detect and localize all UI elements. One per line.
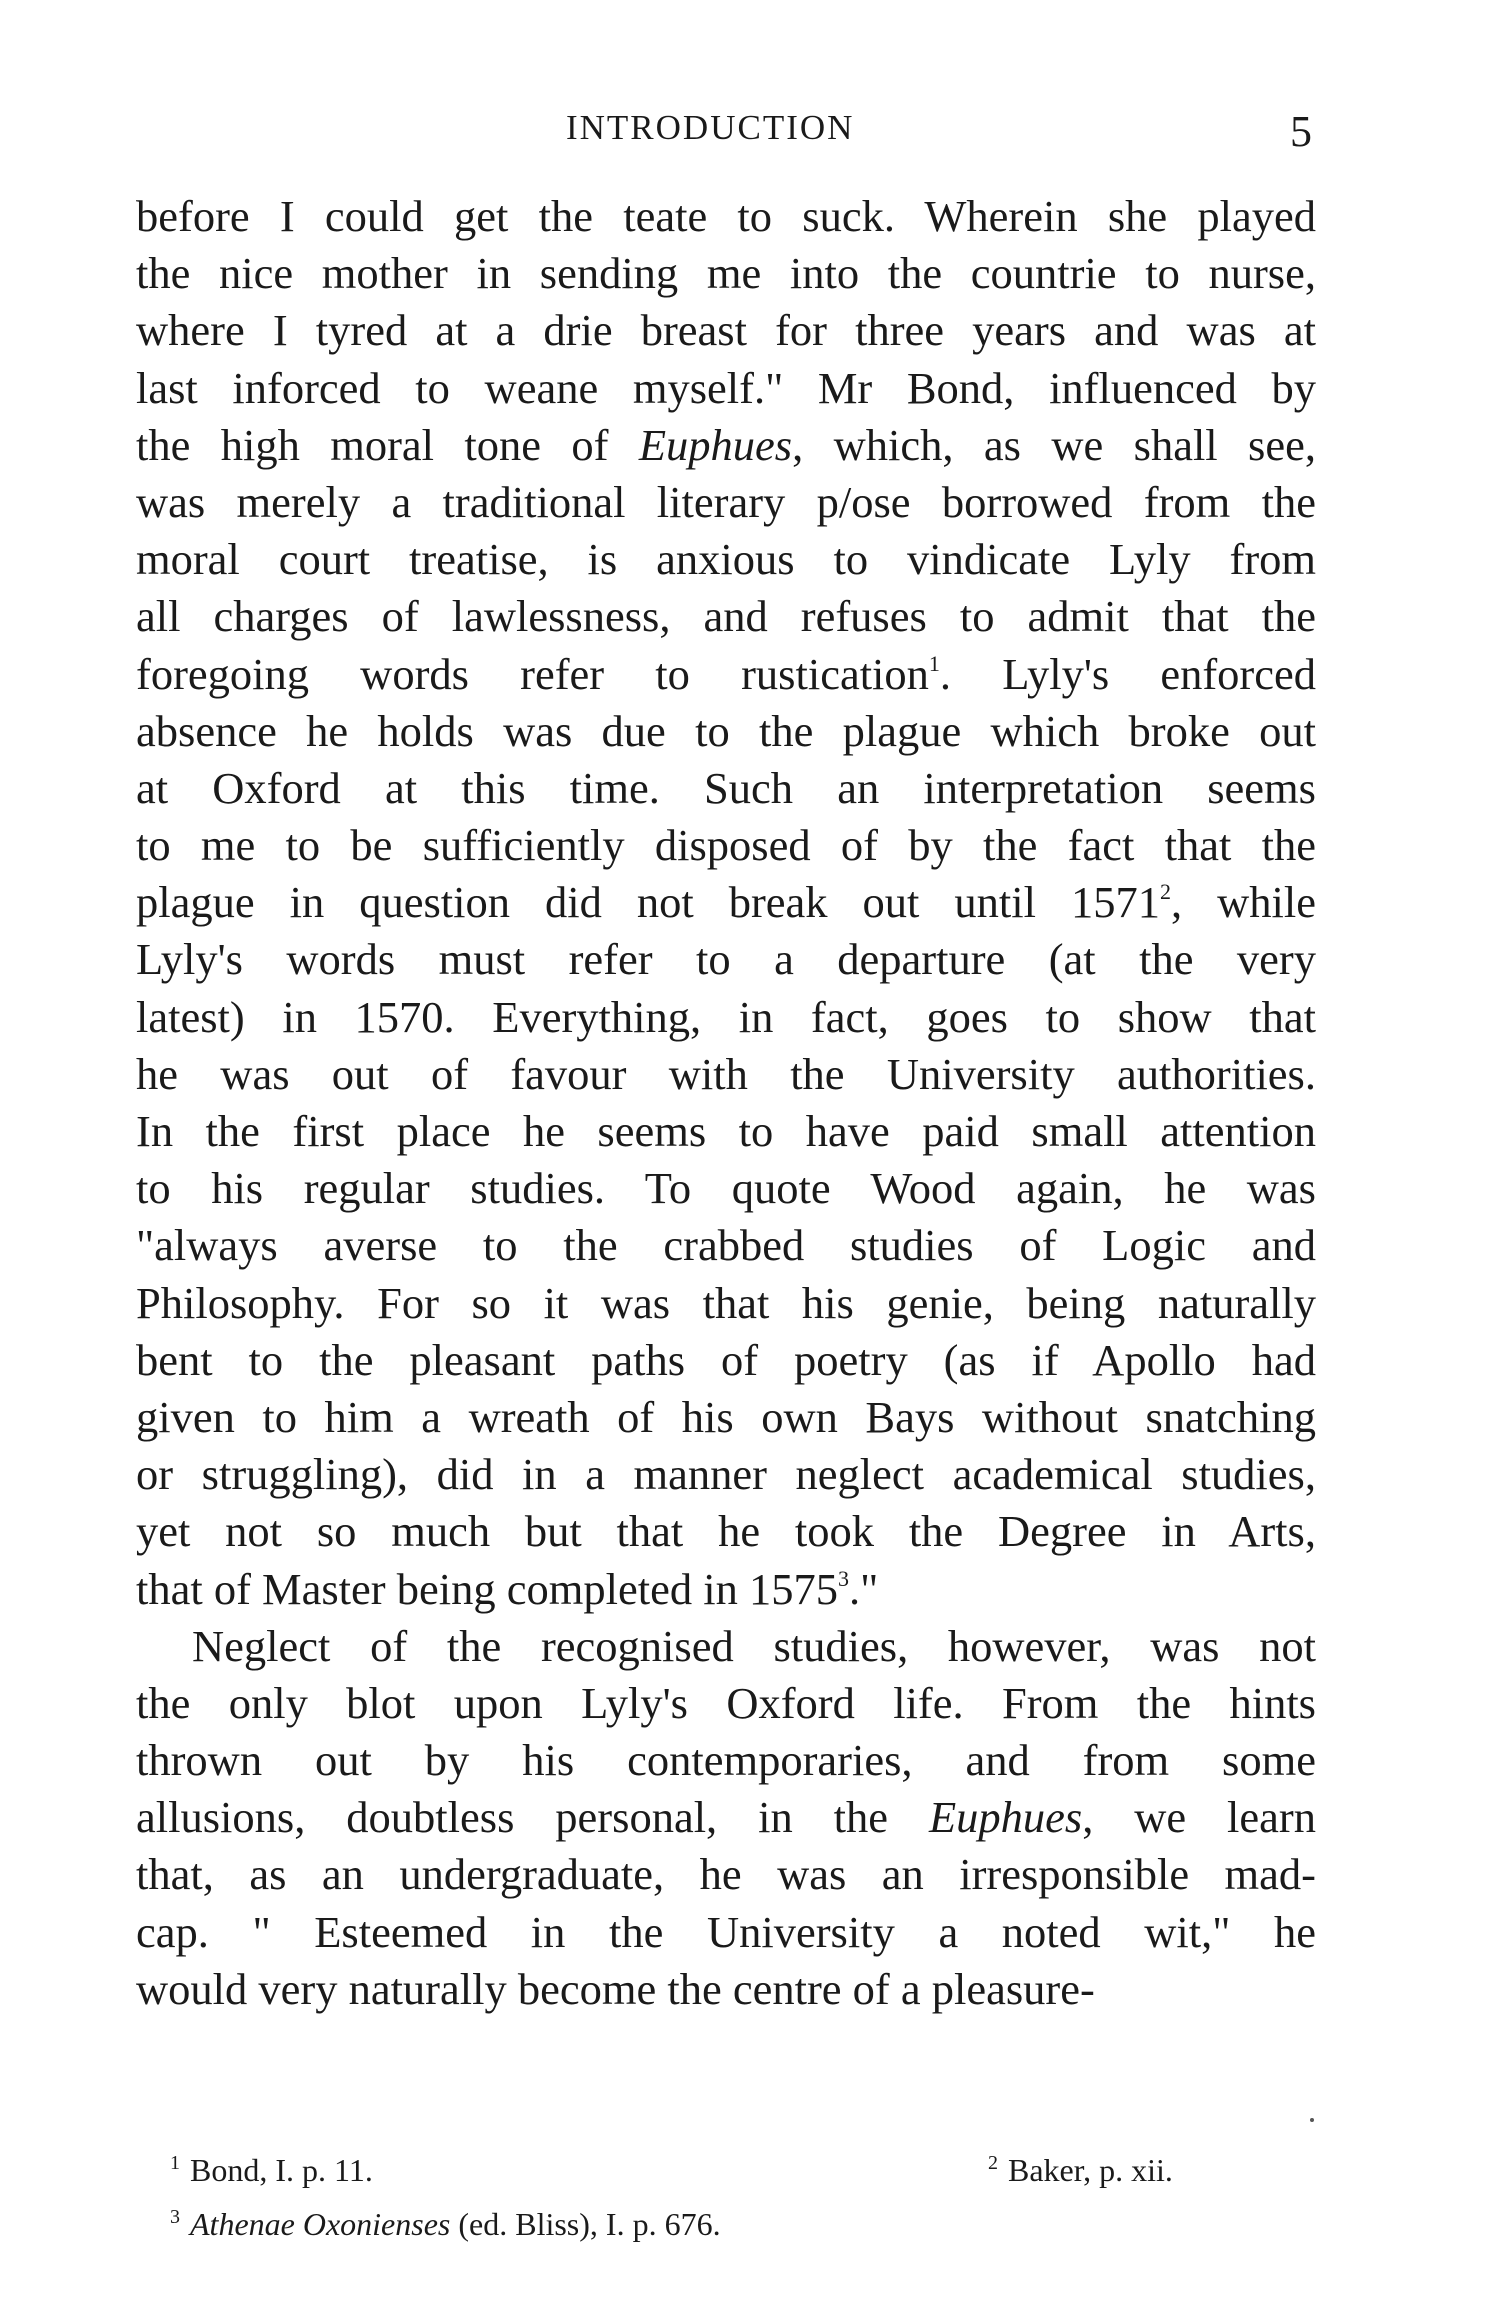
text-run: Lyly's words must refer to a departure (at the very [136,934,1316,985]
text-line [136,188,1316,245]
footnote-1 [170,2152,373,2188]
text-line [136,1160,1316,1217]
footnote-row-2 [170,2190,1270,2244]
body-text [136,188,1316,2018]
text-line [136,1961,1316,2018]
text-line [136,1904,1316,1961]
text-run: that, as an undergraduate, he was an irresponsible mad- [136,1849,1316,1900]
text-run: before I could get the teate to suck. Wherein she played [136,191,1316,241]
footnote-3-title: Athenae Oxonienses [190,2206,451,2242]
stray-mark [1310,2118,1314,2122]
text-run: foregoing words refer to rustication [136,648,929,699]
footnote-2 [988,2136,1173,2197]
footnote-3-mark: 3 [170,2206,180,2228]
italic-title: Euphues [928,1792,1083,1843]
text-run: or struggling), did in a manner neglect academical studies, [136,1449,1316,1500]
text-line [136,646,1316,703]
text-line [136,1389,1316,1446]
text-line [136,302,1316,359]
text-run: would very naturally become the centre of a pleasure- [136,1963,1095,2014]
text-run: Philosophy. For so it was that his genie, being naturally [136,1277,1316,1328]
text-line [136,417,1316,474]
text-run: where I tyred at a drie breast for three years and was at [136,305,1316,356]
text-line [136,245,1316,302]
footnote-reference: 3 [837,1565,849,1591]
text-run: cap. " Esteemed in the University a noted wit," he [136,1906,1316,1957]
text-run: given to him a wreath of his own Bays without snatching [136,1391,1316,1442]
text-line [136,1332,1316,1389]
footnotes [170,2136,1270,2244]
running-head-title: INTRODUCTION [566,108,855,147]
text-run: yet not so much but that he took the Degree in Arts, [136,1506,1316,1557]
text-line [136,1846,1316,1903]
footnote-reference: 1 [928,650,940,676]
text-run: allusions, doubtless personal, in the [136,1792,929,1843]
footnote-reference: 2 [1160,879,1171,905]
text-line [136,989,1316,1046]
text-run: Neglect of the recognised studies, however, was not [192,1620,1316,1671]
footnote-row-1 [170,2136,1270,2190]
text-run: "always averse to the crabbed studies of Logic and [136,1220,1316,1271]
text-run: last inforced to weane myself." Mr Bond, influenced by [136,362,1316,413]
text-line [136,1675,1316,1732]
text-line [136,817,1316,874]
text-line [136,1103,1316,1160]
text-run: thrown out by his contemporaries, and from some [136,1735,1316,1786]
footnote-2-text: Baker, p. xii. [1008,2152,1173,2188]
text-line [136,1217,1316,1274]
text-run: bent to the pleasant paths of poetry (as if Apollo had [136,1334,1316,1385]
text-run: all charges of lawlessness, and refuses to admit that the [136,591,1316,642]
page-number: 5 [1290,107,1312,156]
text-run: the only blot upon Lyly's Oxford life. From the hints [136,1677,1316,1728]
text-line [136,703,1316,760]
footnote-1-text: Bond, I. p. 11. [190,2152,373,2188]
footnote-3-text: (ed. Bliss), I. p. 676. [450,2206,721,2242]
text-run: plague in question did not break out until 1571 [136,877,1160,928]
text-line [136,931,1316,988]
text-run: that of Master being completed in 1575 [136,1563,838,1614]
footnote-2-mark: 2 [988,2152,998,2174]
running-head [0,108,1505,158]
text-run: moral court treatise, is anxious to vindicate Lyly from [136,534,1316,585]
text-run: to me to be sufficiently disposed of by the fact that the [136,820,1316,871]
text-run: he was out of favour with the University authorities. [136,1048,1316,1099]
footnote-1-mark: 1 [170,2152,180,2174]
text-run: absence he holds was due to the plague which broke out [136,705,1316,756]
text-line [136,1446,1316,1503]
text-line [136,474,1316,531]
text-run: , while [1171,877,1316,928]
text-line [136,1275,1316,1332]
text-line [136,1789,1316,1846]
text-line [136,1732,1316,1789]
footnote-3 [170,2206,721,2242]
text-run: . Lyly's enforced [939,648,1316,699]
text-run: latest) in 1570. Everything, in fact, goes to show that [136,991,1316,1042]
text-run: , which, as we shall see, [792,419,1316,470]
text-line [136,874,1316,931]
text-run: the nice mother in sending me into the countrie to nurse, [136,248,1316,299]
text-run: In the first place he seems to have paid small attention [136,1106,1316,1156]
text-run: to his regular studies. To quote Wood again, he was [136,1163,1316,1214]
text-run: ." [848,1563,879,1614]
text-line [136,760,1316,817]
text-line [136,588,1316,645]
text-line [136,1618,1316,1675]
text-line [136,1503,1316,1560]
text-run: , we learn [1082,1792,1316,1843]
text-line [136,1046,1316,1103]
text-line [136,1561,1316,1618]
text-run: the high moral tone of [136,419,639,470]
text-run: was merely a traditional literary p/ose borrowed from the [136,476,1316,527]
text-line [136,531,1316,588]
text-run: at Oxford at this time. Such an interpretation seems [136,762,1316,813]
italic-title: Euphues [638,419,793,470]
text-line [136,360,1316,417]
